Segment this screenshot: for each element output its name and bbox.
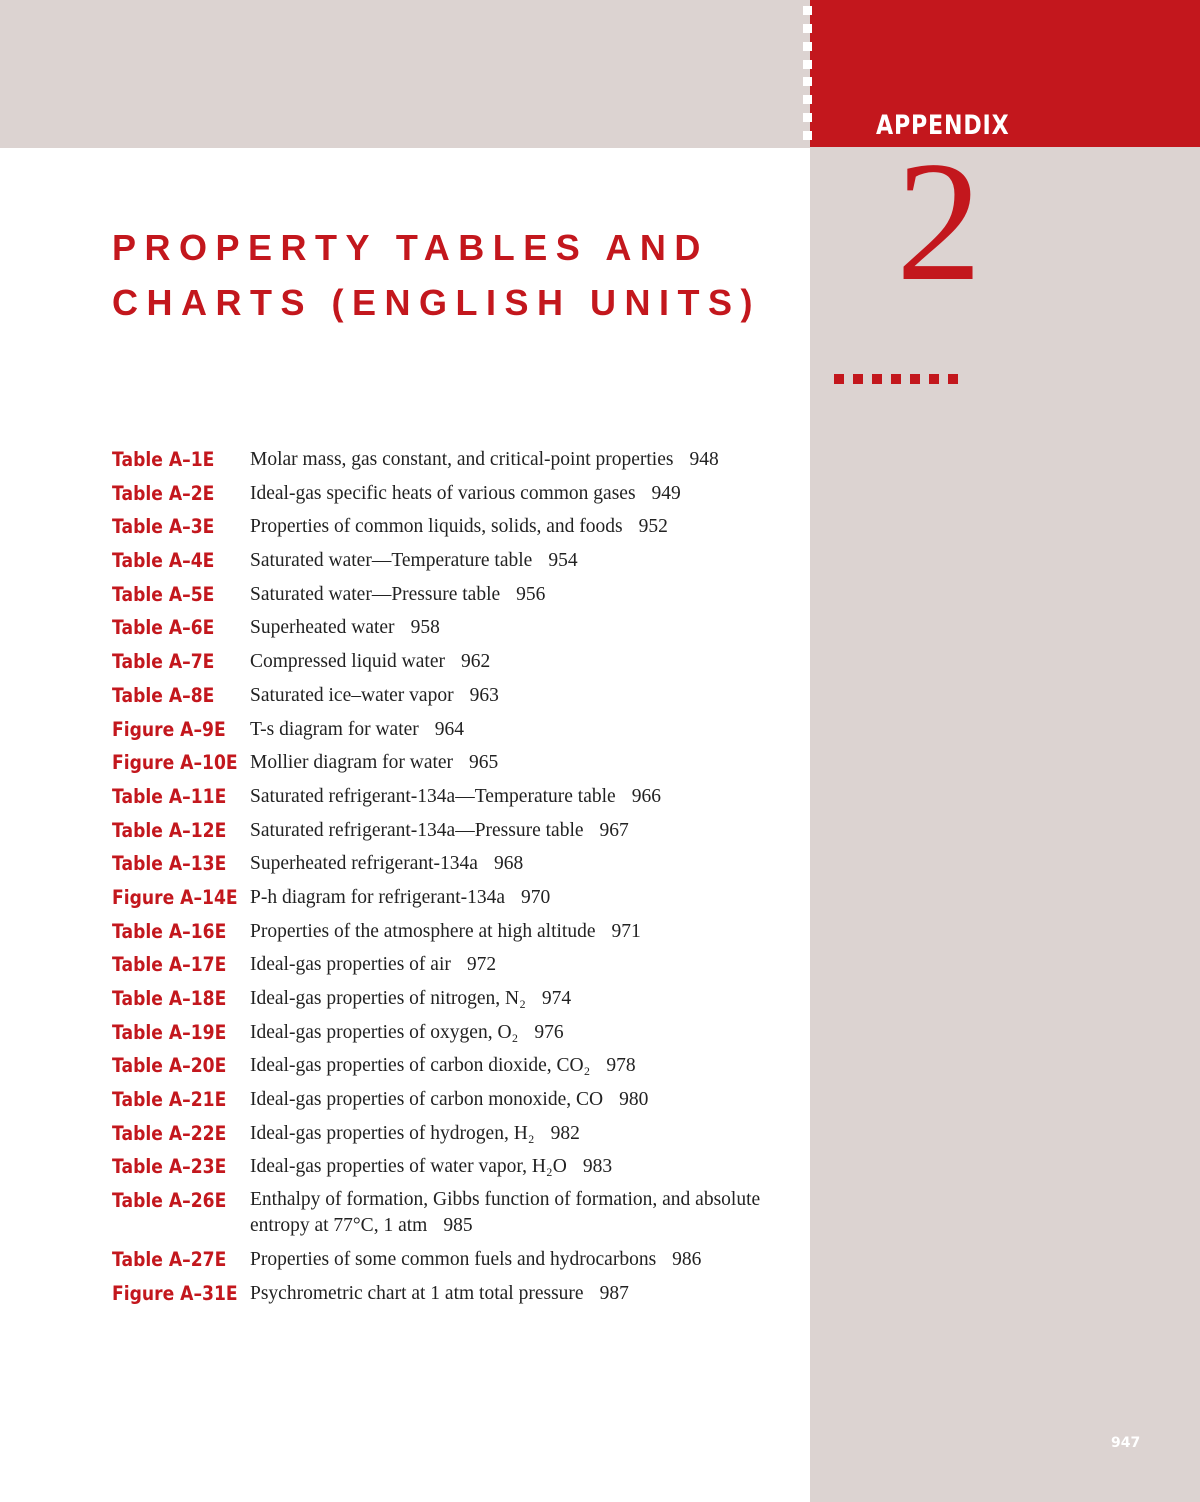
toc-entry-description <box>250 847 810 880</box>
toc-entry-label: Table A–17E <box>112 953 227 977</box>
toc-entry-page: 958 <box>410 617 440 639</box>
toc-entry-title: Ideal-gas properties of oxygen, O₂ <box>250 1021 519 1043</box>
toc-entry-title: T-s diagram for water <box>250 718 419 740</box>
toc-entry[interactable] <box>112 1277 802 1311</box>
toc-entry-description <box>250 1049 810 1082</box>
dashed-divider-vertical <box>803 6 812 140</box>
toc-entry-page: 949 <box>651 482 681 504</box>
toc-entry-page: 974 <box>541 988 572 1009</box>
toc-entry-description <box>250 746 810 779</box>
toc-entry[interactable] <box>112 510 802 544</box>
toc-entry-page: 982 <box>550 1122 580 1144</box>
toc-entry-title: Superheated water <box>250 617 395 639</box>
toc-entry-label: Table A–3E <box>112 515 215 539</box>
toc-entry-description <box>250 679 810 712</box>
toc-entry-page: 976 <box>534 1021 564 1043</box>
toc-entry-label: Table A–2E <box>112 481 215 505</box>
toc-entry-label: Figure A–9E <box>112 717 226 741</box>
toc-entry-label: Table A–8E <box>112 683 215 707</box>
toc-entry-page: 970 <box>521 886 551 908</box>
toc-entry[interactable] <box>112 1049 802 1083</box>
toc-entry-title: Saturated ice–water vapor <box>250 684 454 706</box>
toc-entry-title: Ideal-gas properties of air <box>250 954 451 976</box>
toc-entry[interactable] <box>112 915 802 949</box>
toc-entry-title: Saturated water—Temperature table <box>250 550 533 572</box>
toc-entry-label: Table A–27E <box>112 1248 227 1272</box>
toc-entry-description <box>250 611 810 644</box>
toc-entry-label: Table A–18E <box>112 987 227 1010</box>
toc-entry-title: Properties of some common fuels and hydrocarbons <box>250 1249 657 1271</box>
toc-entry-description <box>250 510 810 543</box>
toc-entry[interactable] <box>112 1150 802 1184</box>
toc-entry-title: Psychrometric chart at 1 atm total pressure <box>250 1282 584 1304</box>
toc-entry-page: 987 <box>599 1282 629 1304</box>
toc-entry-title: P-h diagram for refrigerant-134a <box>250 886 506 908</box>
toc-entry-label: Table A–20E <box>112 1054 227 1078</box>
toc-entry-label: Table A–16E <box>112 919 227 943</box>
toc-entry[interactable] <box>112 611 802 645</box>
toc-entry-description <box>250 1016 810 1049</box>
toc-entry-page: 963 <box>469 684 499 706</box>
toc-entry-title: Properties of common liquids, solids, and foods <box>250 516 623 538</box>
toc-entry-label: Table A–19E <box>112 1020 227 1044</box>
toc-entry-page: 956 <box>516 583 546 605</box>
toc-entry-title: Properties of the atmosphere at high altitude <box>250 920 596 942</box>
toc-entry-title: Ideal-gas specific heats of various common gases <box>250 482 636 504</box>
toc-entry[interactable] <box>112 544 802 578</box>
toc-entry-description <box>250 1243 810 1276</box>
toc-entry[interactable] <box>112 443 802 477</box>
toc-entry[interactable] <box>112 1184 802 1243</box>
toc-entry-label: Table A–6E <box>112 616 215 640</box>
toc-entry-description <box>250 1187 810 1239</box>
toc-entry-description <box>250 477 810 510</box>
toc-entry-label: Table A–12E <box>112 818 227 842</box>
appendix-number: 2 <box>896 127 982 317</box>
toc-entry-description <box>250 814 810 847</box>
toc-entry-label: Table A–13E <box>112 852 227 876</box>
header-band <box>0 0 810 148</box>
toc-entry-title: Saturated refrigerant-134a—Temperature table <box>250 785 616 807</box>
toc-entry-label: Table A–23E <box>112 1155 227 1179</box>
toc-entry-description <box>250 881 810 914</box>
toc-entry-title: Enthalpy of formation, Gibbs function of formation, and absolute entropy at 77°C, 1 atm <box>250 1189 761 1237</box>
toc-entry-label: Figure A–14E <box>112 885 238 909</box>
dashed-divider-horizontal <box>834 374 958 384</box>
toc-entry-title: Saturated refrigerant-134a—Pressure table <box>250 819 584 841</box>
toc-entry-description <box>250 443 810 476</box>
toc-entry[interactable] <box>112 477 802 511</box>
appendix-label: APPENDIX <box>876 110 1010 141</box>
toc-entry[interactable] <box>112 948 802 982</box>
toc-entry-page: 985 <box>443 1215 473 1237</box>
toc-entry-page: 986 <box>672 1249 702 1271</box>
toc-entry-title: Superheated refrigerant-134a <box>250 853 478 875</box>
toc-entry-page: 962 <box>460 651 491 673</box>
toc-entry-description <box>250 645 810 678</box>
toc-entry-description <box>250 1150 810 1183</box>
toc-entry[interactable] <box>112 578 802 612</box>
toc-entry-page: 971 <box>611 920 641 942</box>
toc-entry-page: 965 <box>469 752 499 774</box>
toc-entry-label: Figure A–31E <box>112 1281 238 1305</box>
toc-entry[interactable] <box>112 645 802 679</box>
table-of-contents <box>112 443 802 1311</box>
toc-entry-title: Compressed liquid water <box>250 651 445 673</box>
toc-entry[interactable] <box>112 847 802 881</box>
toc-entry-page: 972 <box>466 954 497 976</box>
toc-entry-label: Table A–22E <box>112 1121 227 1145</box>
toc-entry-title: Saturated water—Pressure table <box>250 583 501 605</box>
toc-entry-page: 966 <box>631 785 661 807</box>
toc-entry-title: Mollier diagram for water <box>250 752 454 774</box>
toc-entry[interactable] <box>112 982 802 1016</box>
page-title-line-1: PROPERTY TABLES AND <box>112 227 709 268</box>
toc-entry-title: Ideal-gas properties of carbon monoxide, CO <box>250 1089 604 1111</box>
toc-entry-page: 980 <box>619 1089 649 1111</box>
toc-entry-description <box>250 544 810 577</box>
toc-entry-description <box>250 982 810 1015</box>
toc-entry[interactable] <box>112 881 802 915</box>
toc-entry-description <box>250 915 810 948</box>
toc-entry-title: Molar mass, gas constant, and critical-point properties <box>250 449 674 470</box>
toc-entry-description <box>250 1083 810 1116</box>
toc-entry-label: Figure A–10E <box>112 751 238 775</box>
toc-entry-page: 967 <box>599 819 629 841</box>
toc-entry-label: Table A–1E <box>112 448 215 471</box>
page-title-line-2: CHARTS (ENGLISH UNITS) <box>112 282 761 323</box>
toc-entry-description <box>250 1277 810 1310</box>
toc-entry-title: Ideal-gas properties of water vapor, H₂O <box>250 1156 567 1178</box>
toc-entry-page: 968 <box>493 853 524 875</box>
toc-entry-page: 952 <box>638 516 668 538</box>
toc-entry[interactable] <box>112 679 802 713</box>
toc-entry[interactable] <box>112 1016 802 1050</box>
toc-entry-page: 964 <box>434 718 465 740</box>
toc-entry[interactable] <box>112 780 802 814</box>
toc-entry[interactable] <box>112 1243 802 1277</box>
toc-entry-description <box>250 948 810 981</box>
toc-entry-title: Ideal-gas properties of nitrogen, N₂ <box>250 988 526 1009</box>
side-panel <box>810 0 1200 1502</box>
toc-entry-label: Table A–5E <box>112 582 215 606</box>
toc-entry-page: 954 <box>548 550 578 572</box>
toc-entry[interactable] <box>112 814 802 848</box>
toc-entry-page: 948 <box>689 449 719 470</box>
toc-entry-description <box>250 1117 810 1150</box>
toc-entry-page: 978 <box>606 1055 636 1077</box>
toc-entry[interactable] <box>112 713 802 747</box>
page-number: 947 <box>1111 1435 1141 1451</box>
toc-entry-label: Table A–7E <box>112 650 215 674</box>
toc-entry-description <box>250 780 810 813</box>
toc-entry[interactable] <box>112 1083 802 1117</box>
toc-entry-label: Table A–21E <box>112 1088 227 1112</box>
toc-entry-page: 983 <box>582 1156 613 1178</box>
toc-entry-title: Ideal-gas properties of carbon dioxide, CO₂ <box>250 1055 591 1077</box>
toc-entry-label: Table A–4E <box>112 549 215 573</box>
toc-entry-label: Table A–11E <box>112 784 227 808</box>
toc-entry-title: Ideal-gas properties of hydrogen, H₂ <box>250 1122 535 1144</box>
toc-entry[interactable] <box>112 1117 802 1151</box>
toc-entry-label: Table A–26E <box>112 1189 227 1213</box>
toc-entry-description <box>250 713 810 746</box>
toc-entry[interactable] <box>112 746 802 780</box>
toc-entry-description <box>250 578 810 611</box>
page-title <box>112 220 761 330</box>
